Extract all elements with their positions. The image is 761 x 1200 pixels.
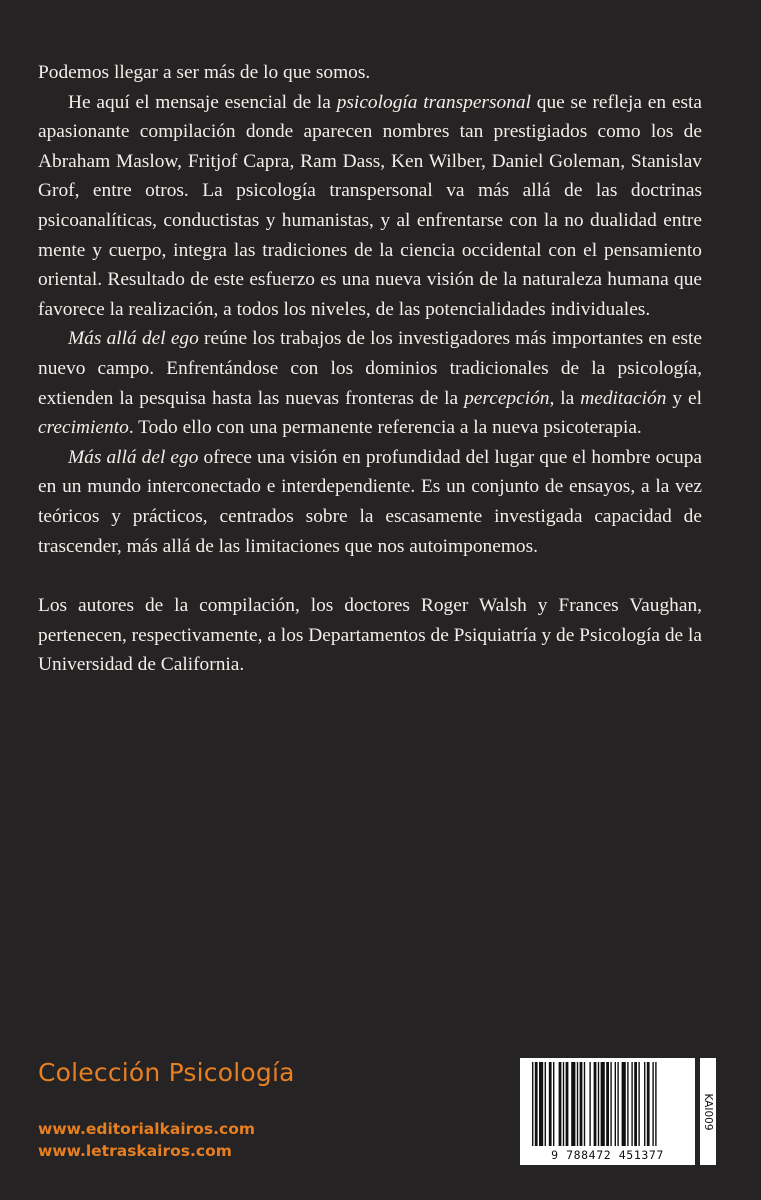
barcode-bar	[584, 1062, 585, 1146]
paragraph-2: Más allá del ego reúne los trabajos de los investigadores más importantes en este nuevo campo. Enfrentándose con los dominios tradicionales de la psicología, extienden la pesquisa hasta las nuevas fronteras de la percepción, la meditación y el crecimiento. Todo ello con una permanente referencia a la nueva psicoterapia.	[38, 328, 702, 439]
barcode-bar	[545, 1062, 546, 1146]
barcode-bar	[589, 1062, 590, 1146]
barcode-bar	[627, 1062, 628, 1146]
barcode-bar	[601, 1062, 605, 1146]
blurb-text	[38, 58, 702, 680]
barcode-bar	[631, 1062, 632, 1146]
barcode-bar	[622, 1062, 626, 1146]
website-link-letras[interactable]: www.letraskairos.com	[38, 1142, 232, 1160]
product-code-label	[700, 1058, 716, 1165]
barcode-bar	[549, 1062, 552, 1146]
barcode-bar	[559, 1062, 562, 1146]
barcode-bar	[539, 1062, 543, 1146]
barcode-bar	[553, 1062, 554, 1146]
barcode-bar	[655, 1062, 656, 1146]
barcode-bar	[532, 1062, 533, 1146]
paragraph-1: He aquí el mensaje esencial de la psicología transpersonal que se refleja en esta apasionante compilación donde aparecen nombres tan prestigiados como los de Abraham Maslow, Fritjof Capra, Ram Dass, Ken Wilber, Daniel Goleman, Stanislav Grof, entre otros. La psicología transpersonal va más allá de las doctrinas psicoanalíticas, conductistas y humanistas, y al enfrentarse con la no dualidad entre mente y cuerpo, integra las tradiciones de la ciencia occidental con el pensamiento oriental. Resultado de este esfuerzo es una nueva visión de la naturaleza humana que favorece la realización, a todos los niveles, de las potencialidades individuales.	[38, 91, 702, 320]
barcode-bars	[520, 1058, 695, 1150]
opening-line: Podemos llegar a ser más de lo que somos.	[38, 62, 371, 83]
barcode-bar	[610, 1062, 611, 1146]
barcode-bar	[652, 1062, 653, 1146]
barcode-bar	[615, 1062, 616, 1146]
collection-name: Colección Psicología	[38, 1058, 295, 1087]
barcode-bar	[594, 1062, 597, 1146]
barcode-bar	[644, 1062, 645, 1146]
barcode-bar	[634, 1062, 637, 1146]
barcode-bar	[617, 1062, 618, 1146]
barcode-bar	[606, 1062, 609, 1146]
barcode-bar	[580, 1062, 583, 1146]
paragraph-3: Más allá del ego ofrece una visión en profundidad del lugar que el hombre ocupa en un mundo interconectado e interdependiente. Es un conjunto de ensayos, a la vez teóricos y prácticos, centrados sobre la escasamente investigada capacidad de trascender, más allá de las limitaciones que nos autoimponemos.	[38, 446, 702, 557]
barcode-bar	[577, 1062, 578, 1146]
barcode-bar	[535, 1062, 538, 1146]
barcode-bar	[647, 1062, 650, 1146]
barcode-digits: 9 788472 451377	[551, 1148, 664, 1162]
barcode-bar	[598, 1062, 599, 1146]
barcode-bar	[566, 1062, 569, 1146]
website-link-editorial[interactable]: www.editorialkairos.com	[38, 1120, 256, 1138]
barcode-bar	[638, 1062, 639, 1146]
authors-paragraph: Los autores de la compilación, los doctores Roger Walsh y Frances Vaughan, pertenecen, respectivamente, a los Departamentos de Psiquiatría y de Psicología de la Universidad de California.	[38, 595, 702, 676]
product-code: KAI009	[702, 1092, 714, 1131]
barcode-bar	[571, 1062, 575, 1146]
isbn-barcode	[520, 1058, 695, 1165]
barcode-bar	[563, 1062, 564, 1146]
